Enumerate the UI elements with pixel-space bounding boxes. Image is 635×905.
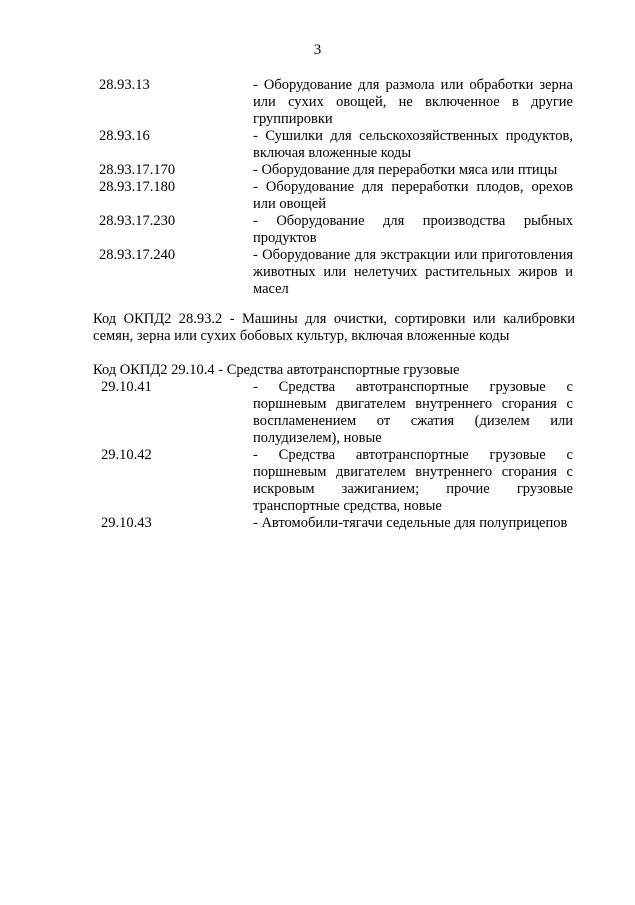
list-item — [0, 515, 635, 532]
list-item — [0, 213, 635, 247]
code-description: - Оборудование для производства рыбных продуктов — [253, 213, 573, 246]
code-description: - Оборудование для экстракции или приготовления животных или нелетучих растительных жиров и масел — [253, 247, 573, 297]
code-description: - Оборудование для переработки мяса или птицы — [253, 162, 558, 178]
list-item — [0, 77, 635, 128]
code-list-28-93 — [0, 77, 635, 298]
code-value: 29.10.43 — [101, 515, 152, 531]
code-value: 28.93.13 — [99, 77, 150, 93]
code-value: 28.93.17.170 — [99, 162, 176, 178]
code-value: 29.10.42 — [101, 447, 152, 463]
code-description: - Средства автотранспортные грузовые с поршневым двигателем внутреннего сгорания с искровым зажиганием; прочие грузовые транспортные средства, новые — [253, 447, 573, 514]
code-value: 28.93.17.180 — [99, 179, 176, 195]
code-description: - Автомобили-тягачи седельные для полуприцепов — [253, 515, 568, 531]
okpd-28-93-2-paragraph: Код ОКПД2 28.93.2 - Машины для очистки, сортировки или калибровки семян, зерна или сухих бобовых культур, включая вложенные коды — [93, 311, 575, 344]
code-description: - Оборудование для переработки плодов, орехов или овощей — [253, 179, 573, 212]
code-value: 28.93.16 — [99, 128, 150, 144]
page-number: 3 — [313, 42, 322, 58]
list-item — [0, 128, 635, 162]
code-value: 29.10.41 — [101, 379, 152, 395]
code-value: 28.93.17.230 — [99, 213, 176, 229]
code-description: - Средства автотранспортные грузовые с поршневым двигателем внутреннего сгорания с воспламенением от сжатия (дизелем или полудизелем), новые — [253, 379, 573, 446]
list-item — [0, 179, 635, 213]
list-item — [0, 162, 635, 179]
code-value: 28.93.17.240 — [99, 247, 176, 263]
code-description: - Сушилки для сельскохозяйственных продуктов, включая вложенные коды — [253, 128, 573, 161]
list-item — [0, 447, 635, 515]
list-item — [0, 379, 635, 447]
okpd-29-10-4-heading: Код ОКПД2 29.10.4 - Средства автотранспортные грузовые — [93, 362, 460, 378]
list-item — [0, 247, 635, 298]
code-list-29-10 — [0, 379, 635, 532]
code-description: - Оборудование для размола или обработки зерна или сухих овощей, не включенное в другие группировки — [253, 77, 573, 127]
